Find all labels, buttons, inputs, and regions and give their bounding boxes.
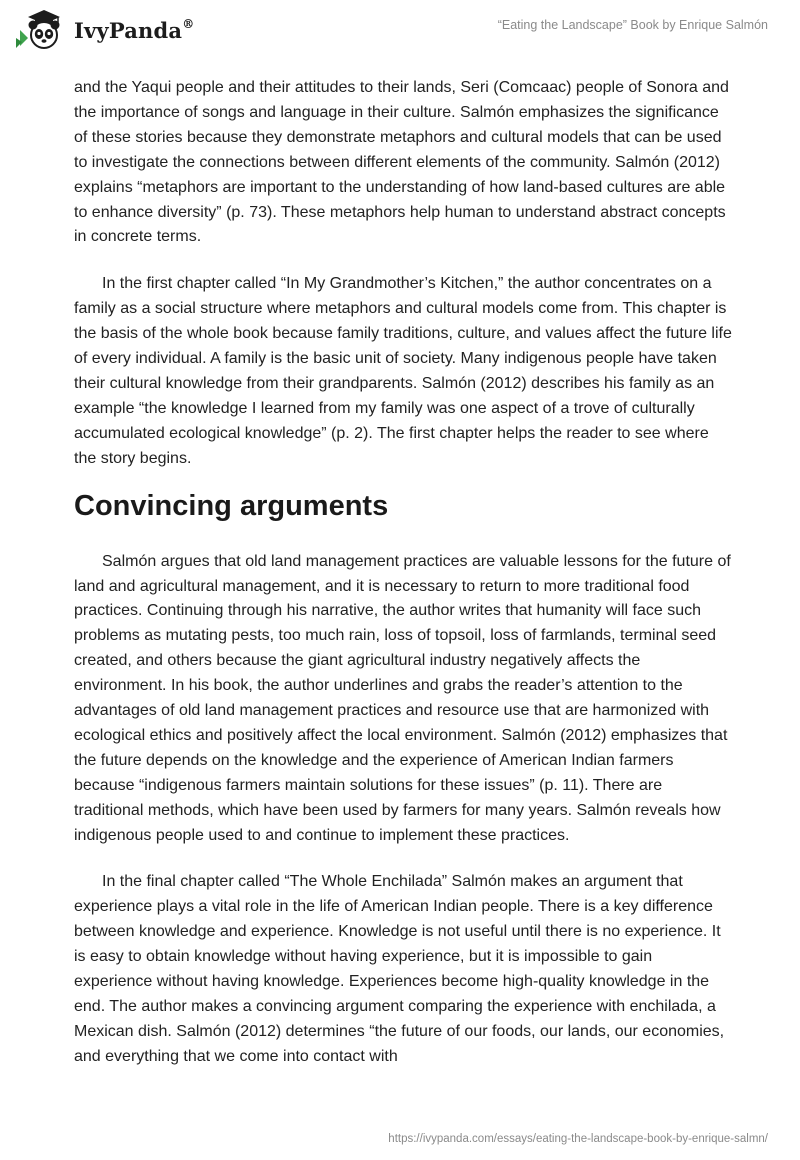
paragraph-1: and the Yaqui people and their attitudes to their lands, Seri (Comcaac) people of Sonora and the importance of songs and language in their culture. Salmón emphasizes the significance of these stories because they demonstrate metaphors and cultural models that can be used to investigate the connections between different elements of the community. Salmón (2012) explains “metaphors are important to the understanding of how land-based cultures are able to enhance diversity” (p. 73). These metaphors help human to understand abstract concepts in concrete terms. (74, 79, 729, 246)
logo-registered-mark: ® (182, 16, 195, 31)
essay-content (74, 76, 734, 1070)
logo-name: IvyPanda (74, 17, 183, 43)
panda-graduate-icon (14, 8, 66, 52)
paragraph-2: In the first chapter called “In My Grandmother’s Kitchen,” the author concentrates on a family as a social structure where metaphors and cultural models come from. This chapter is the basis of the whole book because family traditions, culture, and values affect the future life of every individual. A family is the basic unit of society. Many indigenous people have taken their cultural knowledge from their grandparents. Salmón (2012) describes his family as an example “the knowledge I learned from my family was one aspect of a trove of culturally accumulated ecological knowledge” (p. 2). The first chapter helps the reader to see where the story begins. (74, 275, 732, 467)
ivypanda-logo[interactable] (14, 8, 194, 52)
paragraph-3: Salmón argues that old land management practices are valuable lessons for the future of land and agricultural management, and it is necessary to return to more traditional food practices. Continuing through his narrative, the author writes that humanity will face such problems as mutating pests, too much rain, loss of topsoil, loss of farmlands, terminal seed created, and others because the giant agricultural industry negatively affects the environment. In his book, the author underlines and grabs the reader’s attention to the advantages of old land management practices and resource use that are harmonized with ecological ethics and positively affect the local environment. Salmón (2012) emphasizes that the future depends on the knowledge and the experience of American Indian farmers because “indigenous farmers maintain solutions for these issues” (p. 11). There are traditional methods, which have been used by farmers for many years. Salmón reveals how indigenous people used to and continue to implement these practices. (74, 552, 731, 844)
page-header (0, 0, 800, 60)
logo-text (74, 18, 194, 43)
paragraph-4: In the final chapter called “The Whole Enchilada” Salmón makes an argument that experience plays a vital role in the life of American Indian people. There is a key difference between knowledge and experience. Knowledge is not useful until there is no experience. It is easy to obtain knowledge without having experience, but it is impossible to gain experience without having knowledge. Experiences become high-quality knowledge in the end. The author makes a convincing argument comparing the experience with enchilada, a Mexican dish. Salmón (2012) determines “the future of our foods, our lands, our economies, and everything that we come into contact with (74, 873, 725, 1065)
document-title: “Eating the Landscape” Book by Enrique Salmón (497, 18, 768, 32)
source-url[interactable]: https://ivypanda.com/essays/eating-the-landscape-book-by-enrique-salmn/ (388, 1133, 768, 1145)
section-heading: Convincing arguments (74, 489, 389, 522)
